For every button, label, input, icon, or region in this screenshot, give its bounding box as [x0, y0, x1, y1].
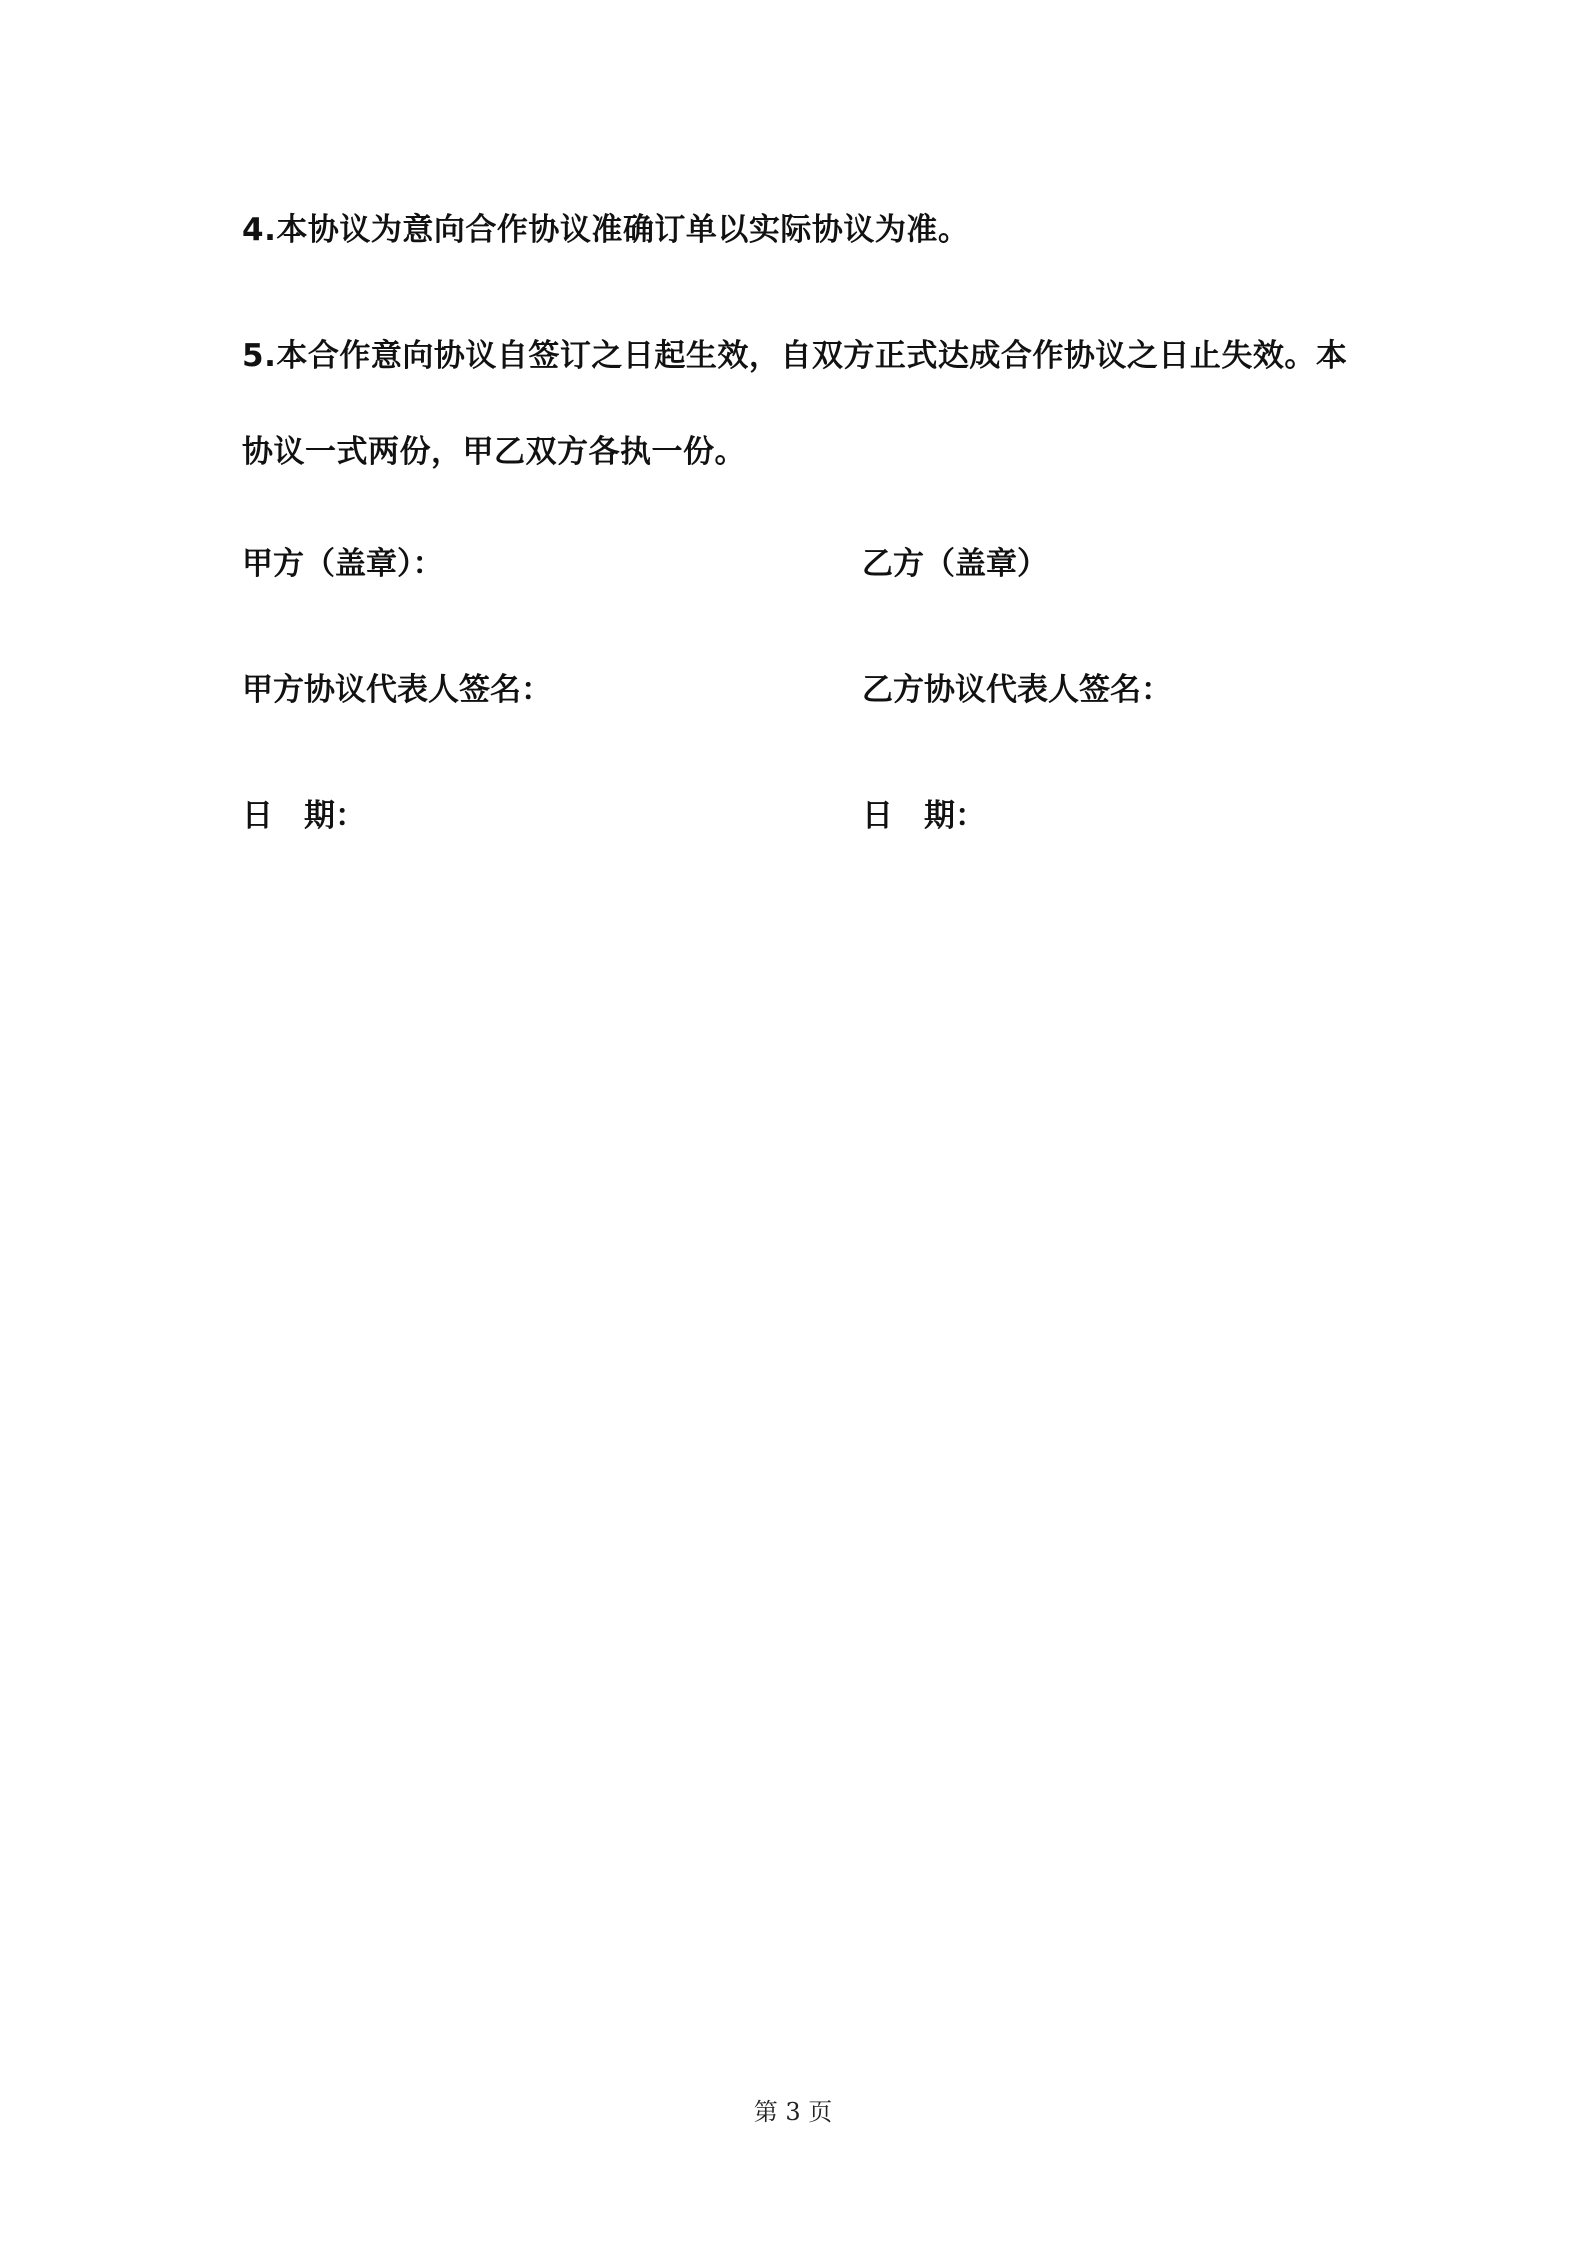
party-a-representative-label: 甲方协议代表人签名： — [242, 672, 552, 708]
representative-row — [242, 664, 1362, 724]
date-row — [242, 790, 1362, 850]
party-b-date-label: 日 期： — [862, 798, 986, 834]
party-a-date-label: 日 期： — [242, 798, 366, 834]
page-number: 第 3 页 — [753, 2098, 833, 2126]
seal-row — [242, 538, 1362, 598]
clause-5: 5.本合作意向协议自签订之日起生效，自双方正式达成合作协议之日止失效。本协议一式两份，甲乙双方各执一份。 — [242, 338, 1348, 470]
party-b-representative-label: 乙方协议代表人签名： — [862, 672, 1172, 708]
party-a-seal-label: 甲方（盖章）： — [242, 546, 444, 582]
party-b-seal-label: 乙方（盖章） — [862, 546, 1048, 582]
clause-4: 4.本协议为意向合作协议准确订单以实际协议为准。 — [242, 212, 970, 248]
